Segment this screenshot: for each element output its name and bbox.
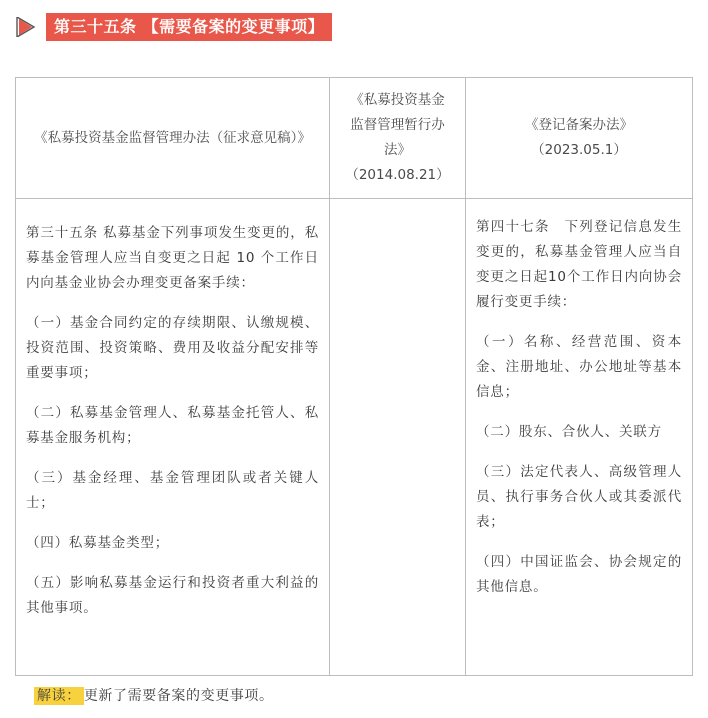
registration-rules-content — [466, 199, 693, 676]
list-item: （三）基金经理、基金管理团队或者关键人士； — [26, 470, 319, 511]
draft-rules-content — [16, 199, 330, 676]
table-body-row — [16, 199, 693, 676]
list-item: （一）名称、经营范围、资本金、注册地址、办公地址等基本信息； — [476, 334, 682, 400]
list-item: （四）中国证监会、协会规定的其他信息。 — [476, 554, 682, 595]
header-cell-registration-rules — [466, 78, 693, 199]
list-item: 第三十五条 私募基金下列事项发生变更的，私募基金管理人应当自变更之日起 10 个工作日内向基金业协会办理变更备案手续： — [26, 225, 319, 291]
header-interim-rules-date: （2014.08.21） — [345, 167, 450, 183]
list-item: （一）基金合同约定的存续期限、认缴规模、投资范围、投资策略、费用及收益分配安排等重要事项； — [26, 315, 319, 381]
interpretation-label: 解读： — [34, 687, 84, 705]
list-item: （三）法定代表人、高级管理人员、执行事务合伙人或其委派代表； — [476, 464, 682, 530]
section-heading — [16, 13, 332, 41]
list-item: （二）股东、合伙人、关联方 — [476, 424, 662, 440]
comparison-table — [15, 77, 693, 676]
list-item: （二）私募基金管理人、私募基金托管人、私募基金服务机构； — [26, 405, 319, 446]
play-triangle-icon — [16, 17, 38, 37]
interpretation — [34, 684, 274, 708]
header-registration-rules-title: 《登记备案办法》 — [525, 117, 633, 133]
table-header-row — [16, 78, 693, 199]
header-cell-draft-rules — [16, 78, 330, 199]
list-item: （四）私募基金类型； — [26, 535, 169, 551]
header-registration-rules-date: （2023.05.1） — [531, 142, 627, 158]
header-draft-rules-title: 《私募投资基金监督管理办法（征求意见稿）》 — [34, 129, 311, 146]
header-cell-interim-rules — [330, 78, 466, 199]
interpretation-text: 更新了需要备案的变更事项。 — [83, 688, 274, 704]
list-item: （五）影响私募基金运行和投资者重大利益的其他事项。 — [26, 575, 319, 616]
interim-rules-content — [330, 199, 466, 676]
header-interim-rules-title: 《私募投资基金监督管理暂行办法》 — [350, 92, 445, 158]
section-title: 第三十五条 【需要备案的变更事项】 — [46, 13, 332, 41]
list-item: 第四十七条 下列登记信息发生变更的，私募基金管理人应当自变更之日起10个工作日内向协会履行变更手续： — [476, 219, 682, 310]
